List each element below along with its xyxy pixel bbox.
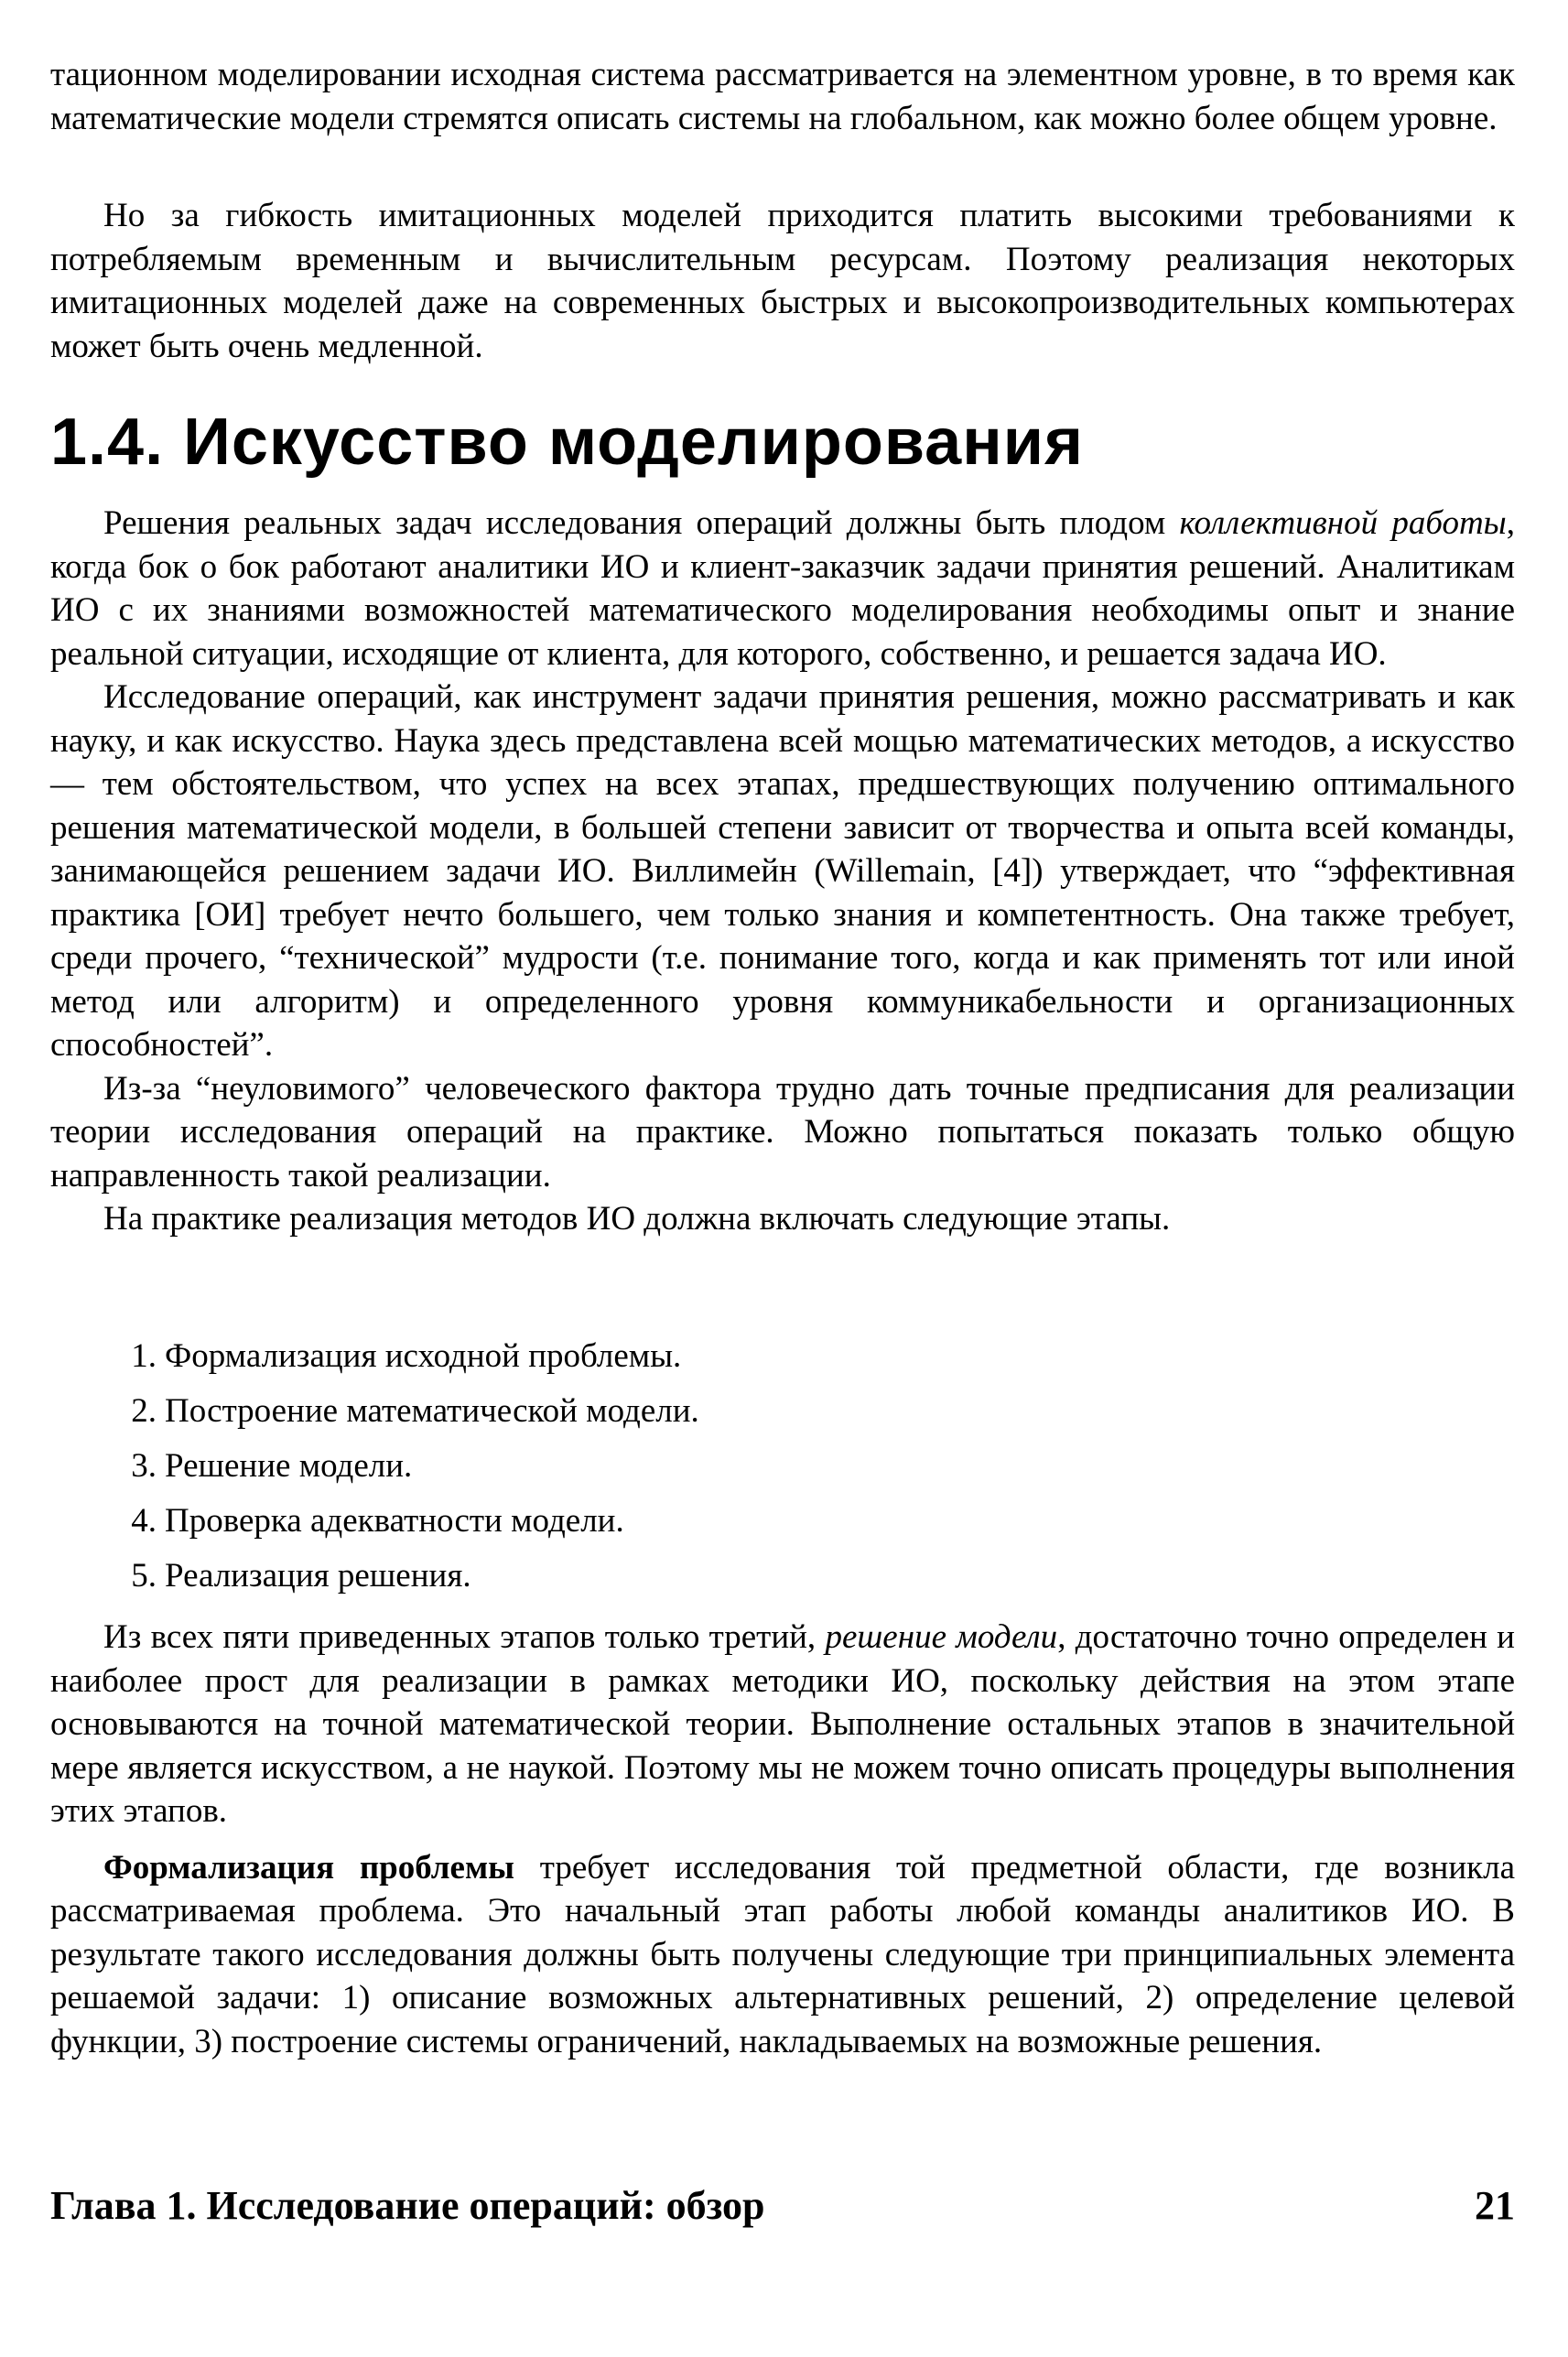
stage-text: Построение математической модели. xyxy=(165,1392,699,1430)
formalization-text: требует исследования той предметной области, где возникла рассматриваемая проблема. Это начальный этап работы любой команды аналитиков ИО. В результате такого исследования должны быть получены следующие три принципиальных элемента решаемой задачи: 1) описание возможных альтернативных решений, 2) определение целевой функции, 3) построение системы ограничений, накладываемых на возможные решения. xyxy=(50,1848,1515,2060)
list-item xyxy=(114,1494,699,1549)
paragraph-model-solution xyxy=(50,1616,1515,1833)
main-text-block xyxy=(50,502,1515,1241)
stages-list xyxy=(114,1329,699,1604)
collab-text-italic: коллективной работы xyxy=(1179,504,1507,542)
list-item xyxy=(114,1439,699,1494)
stage-text: Реализация решения. xyxy=(165,1557,471,1595)
paragraph-simulation-cost: Но за гибкость имитационных моделей приходится платить высокими требованиями к потребляемым временным и вычислительным ресурсам. Поэтому реализация некоторых имитационных моделей даже на современных быстрых и высокопроизводительных компьютерах может быть очень медленной. xyxy=(50,197,1515,365)
running-footer-chapter: Глава 1. Исследование операций: обзор xyxy=(50,2183,765,2228)
stage-number: 2. xyxy=(131,1392,157,1430)
collab-text-after: , когда бок о бок работают аналитики ИО и клиент-заказчик задачи принятия решений. Аналитикам ИО с их знаниями возможностей математического моделирования необходимы опыт и знание реальной ситуации, исходящие от клиента, для которого, собственно, и решается задача ИО. xyxy=(50,504,1515,673)
stage-text: Решение модели. xyxy=(165,1447,413,1485)
intro-text-block xyxy=(50,53,1515,140)
solution-text-after: , достаточно точно определен и наиболее прост для реализации в рамках методики ИО, поскольку действия на этом этапе основываются на точной математической теории. Выполнение остальных этапов в значительной мере является искусством, а не наукой. Поэтому мы не можем точно описать процедуры выполнения этих этапов. xyxy=(50,1618,1515,1830)
solution-text-before: Из всех пяти приведенных этапов только третий, xyxy=(103,1618,826,1656)
stage-number: 1. xyxy=(131,1337,157,1375)
cost-text-block xyxy=(50,194,1515,368)
collab-text-before: Решения реальных задач исследования операций должны быть плодом xyxy=(103,504,1180,542)
solution-text-italic: решение модели xyxy=(825,1618,1058,1656)
stage-number: 4. xyxy=(131,1502,157,1540)
stage-text: Проверка адекватности модели. xyxy=(165,1502,624,1540)
paragraph-stages-intro: На практике реализация методов ИО должна включать следующие этапы. xyxy=(103,1200,1171,1238)
after-list-text-block xyxy=(50,1616,1515,2063)
paragraph-collective-work xyxy=(50,502,1515,676)
list-item xyxy=(114,1549,699,1604)
section-heading: 1.4. Искусство моделирования xyxy=(50,405,1084,479)
stage-text: Формализация исходной проблемы. xyxy=(165,1337,682,1375)
paragraph-simulation-level: тационном моделировании исходная система рассматривается на элементном уровне, в то время как математические модели стремятся описать системы на глобальном, как можно более общем уровне. xyxy=(50,56,1515,137)
list-item xyxy=(114,1329,699,1384)
list-item xyxy=(114,1384,699,1439)
paragraph-problem-formalization xyxy=(50,1846,1515,2064)
stage-number: 3. xyxy=(131,1447,157,1485)
stage-number: 5. xyxy=(131,1557,157,1595)
page-number: 21 xyxy=(1475,2183,1515,2228)
paragraph-science-and-art: Исследование операций, как инструмент задачи принятия решения, можно рассматривать и как науку, и как искусство. Наука здесь представлена всей мощью математических методов, а искусство — тем обстоятельством, что успех на всех этапах, предшествующих получению оптимального решения математической модели, в большей степени зависит от творчества и опыта всей команды, занимающейся решением задачи ИО. Виллимейн (Willemain, [4]) утверждает, что “эффективная практика [ОИ] требует нечто большего, чем только знания и компетентность. Она также требует, среди прочего, “технической” мудрости (т.е. понимание того, когда и как применять тот или иной метод или алгоритм) и определенного уровня коммуникабельности и организационных способностей”. xyxy=(50,678,1515,1064)
paragraph-human-factor: Из-за “неуловимого” человеческого фактора трудно дать точные предписания для реализации теории исследования операций на практике. Можно попытаться показать только общую направленность такой реализации. xyxy=(50,1069,1515,1195)
formalization-term: Формализация проблемы xyxy=(103,1848,515,1887)
